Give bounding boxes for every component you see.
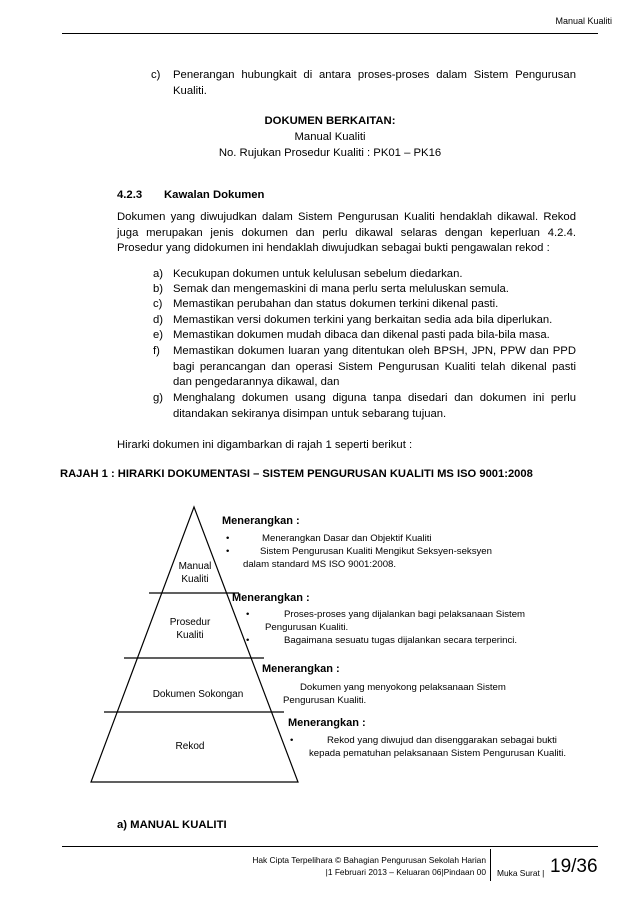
header-rule [62,33,598,34]
section-number: 4.2.3 [117,189,143,201]
section-paragraph: Dokumen yang diwujudkan dalam Sistem Pengurusan Kualiti hendaklah dikawal. Rekod juga merupakan jenis dokumen dan perlu dikawal selaras dengan keperluan 4.2.4. Prosedur yang didokumen ini hendaklah diwujudkan sebagai bukti pengawalan rekod : [117,211,576,254]
related-line-1: Manual Kualiti [294,131,366,143]
list-label: c) [153,298,163,310]
level-label-manual: Manual Kualiti [178,561,212,585]
bullet-icon: • [246,609,250,620]
desc-heading-4: Menerangkan : [288,717,366,729]
list-label: g) [153,392,164,404]
footer-edition: |1 Februari 2013 – Keluaran 06|Pindaan 00 [325,867,486,877]
header-title: Manual Kualiti [555,16,612,26]
list-label: d) [153,314,164,326]
bullet-icon: • [246,635,250,646]
desc-bullet: Rekod yang diwujud dan disenggarakan sebagai bukti kepada pematuhan pelaksanaan Sistem Pengurusan Kualiti. [309,735,567,759]
figure-caption: RAJAH 1 : HIRARKI DOKUMENTASI – SISTEM PENGURUSAN KUALITI MS ISO 9001:2008 [60,468,533,480]
list-text: Memastikan dokumen luaran yang ditentukan oleh BPSH, JPN, PPW dan PPD bagi perancangan dan operasi Sistem Pengurusan Kualiti telah dikenal pasti dan pengedarannya dikawal, dan [173,345,576,388]
list-label: f) [153,345,160,357]
desc-bullet: Menerangkan Dasar dan Objektif Kualiti [262,533,432,544]
desc-bullet: Proses-proses yang dijalankan bagi pelaksanaan Sistem Pengurusan Kualiti. [265,609,526,633]
next-section-heading: a) MANUAL KUALITI [117,819,227,831]
desc-bullet: Dokumen yang menyokong pelaksanaan Sistem Pengurusan Kualiti. [283,682,506,706]
list-label: a) [153,268,164,280]
footer-copyright: Hak Cipta Terpelihara © Bahagian Pengurusan Sekolah Harian [252,855,486,865]
footer-rule [62,846,598,847]
list-text: Menghalang dokumen usang diguna tanpa disedari dan dokumen ini perlu ditandakan sekiranya disimpan untuk sebarang tujuan. [173,392,576,420]
bullet-icon: • [290,735,294,746]
list-label: c) [151,69,161,81]
level-label-prosedur: Prosedur Kualiti [169,617,211,641]
list-text: Memastikan versi dokumen terkini yang berkaitan sedia ada bila diperlukan. [173,314,553,326]
list-text: Memastikan perubahan dan status dokumen terkini dikenal pasti. [173,298,499,310]
section-closing: Hirarki dokumen ini digambarkan di rajah 1 seperti berikut : [117,439,413,451]
level-label-rekod: Rekod [175,741,205,752]
bullet-icon: • [226,533,230,544]
section-title: Kawalan Dokumen [164,189,265,201]
desc-bullet: Sistem Pengurusan Kualiti Mengikut Seksyen-seksyen dalam standard MS ISO 9001:2008. [243,546,492,570]
list-text: Kecukupan dokumen untuk kelulusan sebelum diedarkan. [173,268,463,280]
related-line-2: No. Rujukan Prosedur Kualiti : PK01 – PK16 [218,147,442,159]
list-text: Penerangan hubungkait di antara proses-proses dalam Sistem Pengurusan Kualiti. [173,69,576,97]
footer-page-number: 19/36 [550,856,598,877]
list-label: b) [153,283,164,295]
intro-list-item [151,68,576,100]
desc-heading-1: Menerangkan : [222,515,300,527]
list-text: Semak dan mengemaskini di mana perlu serta meluluskan semula. [173,283,509,295]
level-label-dokumen: Dokumen Sokongan [152,689,244,700]
footer-page-label: Muka Surat | [497,868,545,878]
related-heading: DOKUMEN BERKAITAN: [264,115,396,127]
desc-heading-2: Menerangkan : [232,592,310,604]
desc-heading-3: Menerangkan : [262,663,340,675]
desc-bullet: Bagaimana sesuatu tugas dijalankan secara terperinci. [284,635,518,646]
list-text: Memastikan dokumen mudah dibaca dan dikenal pasti pada bila-bila masa. [173,329,550,341]
bullet-icon: • [226,546,230,557]
footer-separator [490,849,491,881]
list-label: e) [153,329,164,341]
